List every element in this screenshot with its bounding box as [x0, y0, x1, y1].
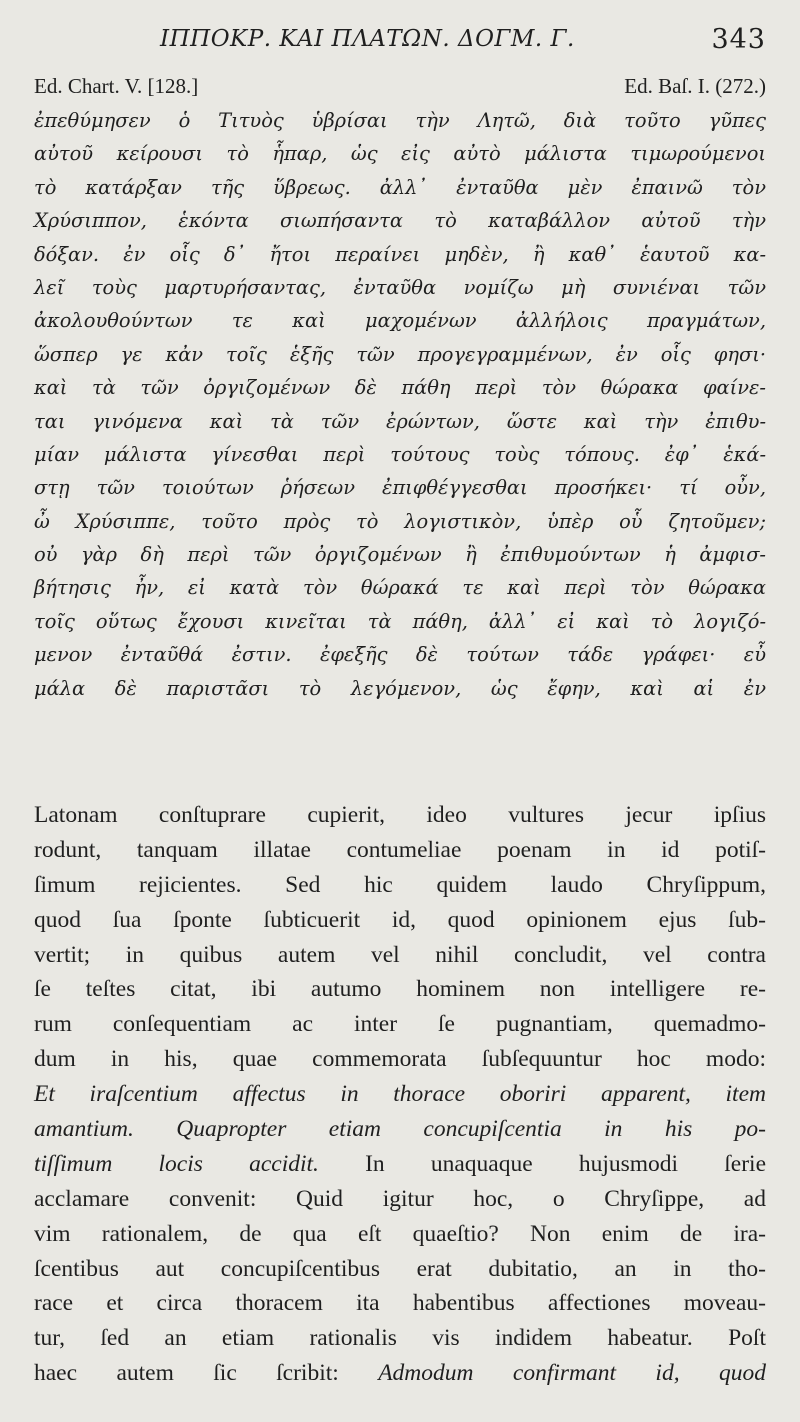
greek-line: μίαν μάλιστα γίνεσθαι περὶ τούτους τοὺς τόπους. ἐφ᾽ ἑκά-	[34, 442, 766, 466]
greek-line: ὥσπερ γε κἀν τοῖς ἑξῆς τῶν προγεγραμμένων, ἐν οἷς φησι·	[34, 342, 766, 366]
greek-line: δόξαν. ἐν οἷς δ᾽ ἤτοι περαίνει μηδὲν, ἢ καθ᾽ ἑαυτοῦ κα-	[34, 242, 766, 266]
latin-line	[34, 798, 766, 833]
latin-line	[34, 1077, 766, 1112]
latin-quotation: Et iraſcentium affectus in thorace oboriri apparent, item	[34, 1081, 766, 1108]
greek-line: μενον ἐνταῦθά ἐστιν. ἐφεξῆς δὲ τούτων τάδε γράφει· εὖ	[34, 643, 766, 667]
greek-text	[34, 104, 766, 705]
latin-segment: ſe teſtes citat, ibi autumo hominem non intelligere re-	[34, 976, 766, 1003]
greek-line: Χρύσιππον, ἑκόντα σιωπήσαντα τὸ καταβάλλον αὐτοῦ τὴν	[34, 209, 766, 233]
latin-segment: Latonam conſtuprare cupierit, ideo vultures jecur ipſius	[34, 802, 766, 828]
greek-line: ἐπεθύμησεν ὁ Τιτυὸς ὑβρίσαι τὴν Λητῶ, διὰ τοῦτο γῦπες	[34, 109, 766, 132]
latin-line	[34, 868, 766, 903]
edition-bas: Ed. Baſ. I. (272.)	[624, 74, 766, 98]
latin-segment: vertit; in quibus autem vel nihil concludit, vel contra	[34, 941, 766, 968]
greek-line: οὐ γὰρ δὴ περὶ τῶν ὀργιζομένων ἢ ἐπιθυμούντων ἡ ἀμφισ-	[34, 543, 766, 567]
greek-line: βήτησις ἦν, εἰ κατὰ τὸν θώρακά τε καὶ περὶ τὸν θώρακα	[34, 576, 766, 600]
greek-line: ται γινόμενα καὶ τὰ τῶν ἐρώντων, ὥστε καὶ τὴν ἐπιθυ-	[34, 409, 766, 433]
latin-segment: tur, ſed an etiam rationalis vis indidem habeatur. Poſt	[34, 1325, 766, 1352]
latin-quotation: Admodum confirmant id, quod	[378, 1360, 766, 1387]
latin-quotation: tiſſimum locis accidit.	[34, 1150, 319, 1177]
edition-line	[34, 74, 766, 102]
greek-line: ἀκολουθούντων τε καὶ μαχομένων ἀλλήλοις πραγμάτων,	[34, 309, 766, 333]
latin-segment: dum in his, quae commemorata ſubſequuntur hoc modo:	[34, 1046, 766, 1073]
latin-segment: race et circa thoracem ita habentibus affectiones moveau-	[34, 1290, 766, 1317]
running-head: ΙΠΠΟΚΡ. ΚΑΙ ΠΛΑΤΩΝ. ΔΟΓΜ. Γ.	[160, 26, 575, 52]
greek-line: ὦ Χρύσιππε, τοῦτο πρὸς τὸ λογιστικὸν, ὑπὲρ οὗ ζητοῦμεν;	[34, 509, 766, 533]
latin-line	[34, 1182, 766, 1217]
greek-line: στῃ τῶν τοιούτων ῥήσεων ἐπιφθέγγεσθαι προσήκει· τί οὖν,	[34, 476, 766, 500]
latin-line	[34, 903, 766, 938]
latin-line	[34, 1217, 766, 1252]
latin-line	[34, 972, 766, 1007]
latin-segment: vim rationalem, de qua eſt quaeſtio? Non enim de ira-	[34, 1220, 766, 1247]
latin-line	[34, 1112, 766, 1147]
latin-segment: acclamare convenit: Quid igitur hoc, o Chryſippe, ad	[34, 1185, 766, 1212]
latin-segment: rodunt, tanquam illatae contumeliae poenam in id potiſ-	[34, 836, 766, 863]
greek-line: λεῖ τοὺς μαρτυρήσαντας, ἐνταῦθα νομίζω μὴ συνιέναι τῶν	[34, 275, 766, 299]
greek-line: καὶ τὰ τῶν ὀργιζομένων δὲ πάθη περὶ τὸν θώρακα φαίνε-	[34, 376, 766, 400]
latin-translation	[34, 798, 766, 1391]
latin-line	[34, 1252, 766, 1287]
page-number: 343	[711, 24, 766, 55]
latin-quotation: amantium. Quapropter etiam concupiſcentia in his po-	[34, 1116, 766, 1143]
latin-segment: ſimum rejicientes. Sed hic quidem laudo Chryſippum,	[34, 871, 766, 898]
latin-line	[34, 1356, 766, 1391]
greek-line: τὸ κατάρξαν τῆς ὕβρεως. ἀλλ᾽ ἐνταῦθα μὲν ἐπαινῶ τὸν	[34, 175, 766, 199]
latin-segment: In unaquaque hujusmodi ſerie	[318, 1150, 766, 1177]
latin-line	[34, 1042, 766, 1077]
greek-line: τοῖς οὕτως ἔχουσι κινεῖται τὰ πάθη, ἀλλ᾽ εἰ καὶ τὸ λογιζό-	[34, 609, 766, 633]
latin-line	[34, 1147, 766, 1182]
latin-segment: haec autem ſic ſcribit:	[34, 1360, 379, 1387]
latin-line	[34, 938, 766, 973]
latin-line	[34, 1286, 766, 1321]
greek-line: μάλα δὲ παριστᾶσι τὸ λεγόμενον, ὡς ἔφην, καὶ αἱ ἐν	[34, 676, 766, 700]
latin-segment: quod ſua ſponte ſubticuerit id, quod opinionem ejus ſub-	[34, 906, 766, 933]
latin-line	[34, 1321, 766, 1356]
edition-chart: Ed. Chart. V. [128.]	[34, 74, 199, 98]
latin-line	[34, 1007, 766, 1042]
greek-line: αὐτοῦ κείρουσι τὸ ἧπαρ, ὡς εἰς αὐτὸ μάλιστα τιμωρούμενοι	[34, 142, 766, 166]
latin-segment: rum conſequentiam ac inter ſe pugnantiam, quemadmo-	[34, 1011, 766, 1038]
latin-line	[34, 833, 766, 868]
latin-segment: ſcentibus aut concupiſcentibus erat dubitatio, an in tho-	[34, 1255, 766, 1282]
